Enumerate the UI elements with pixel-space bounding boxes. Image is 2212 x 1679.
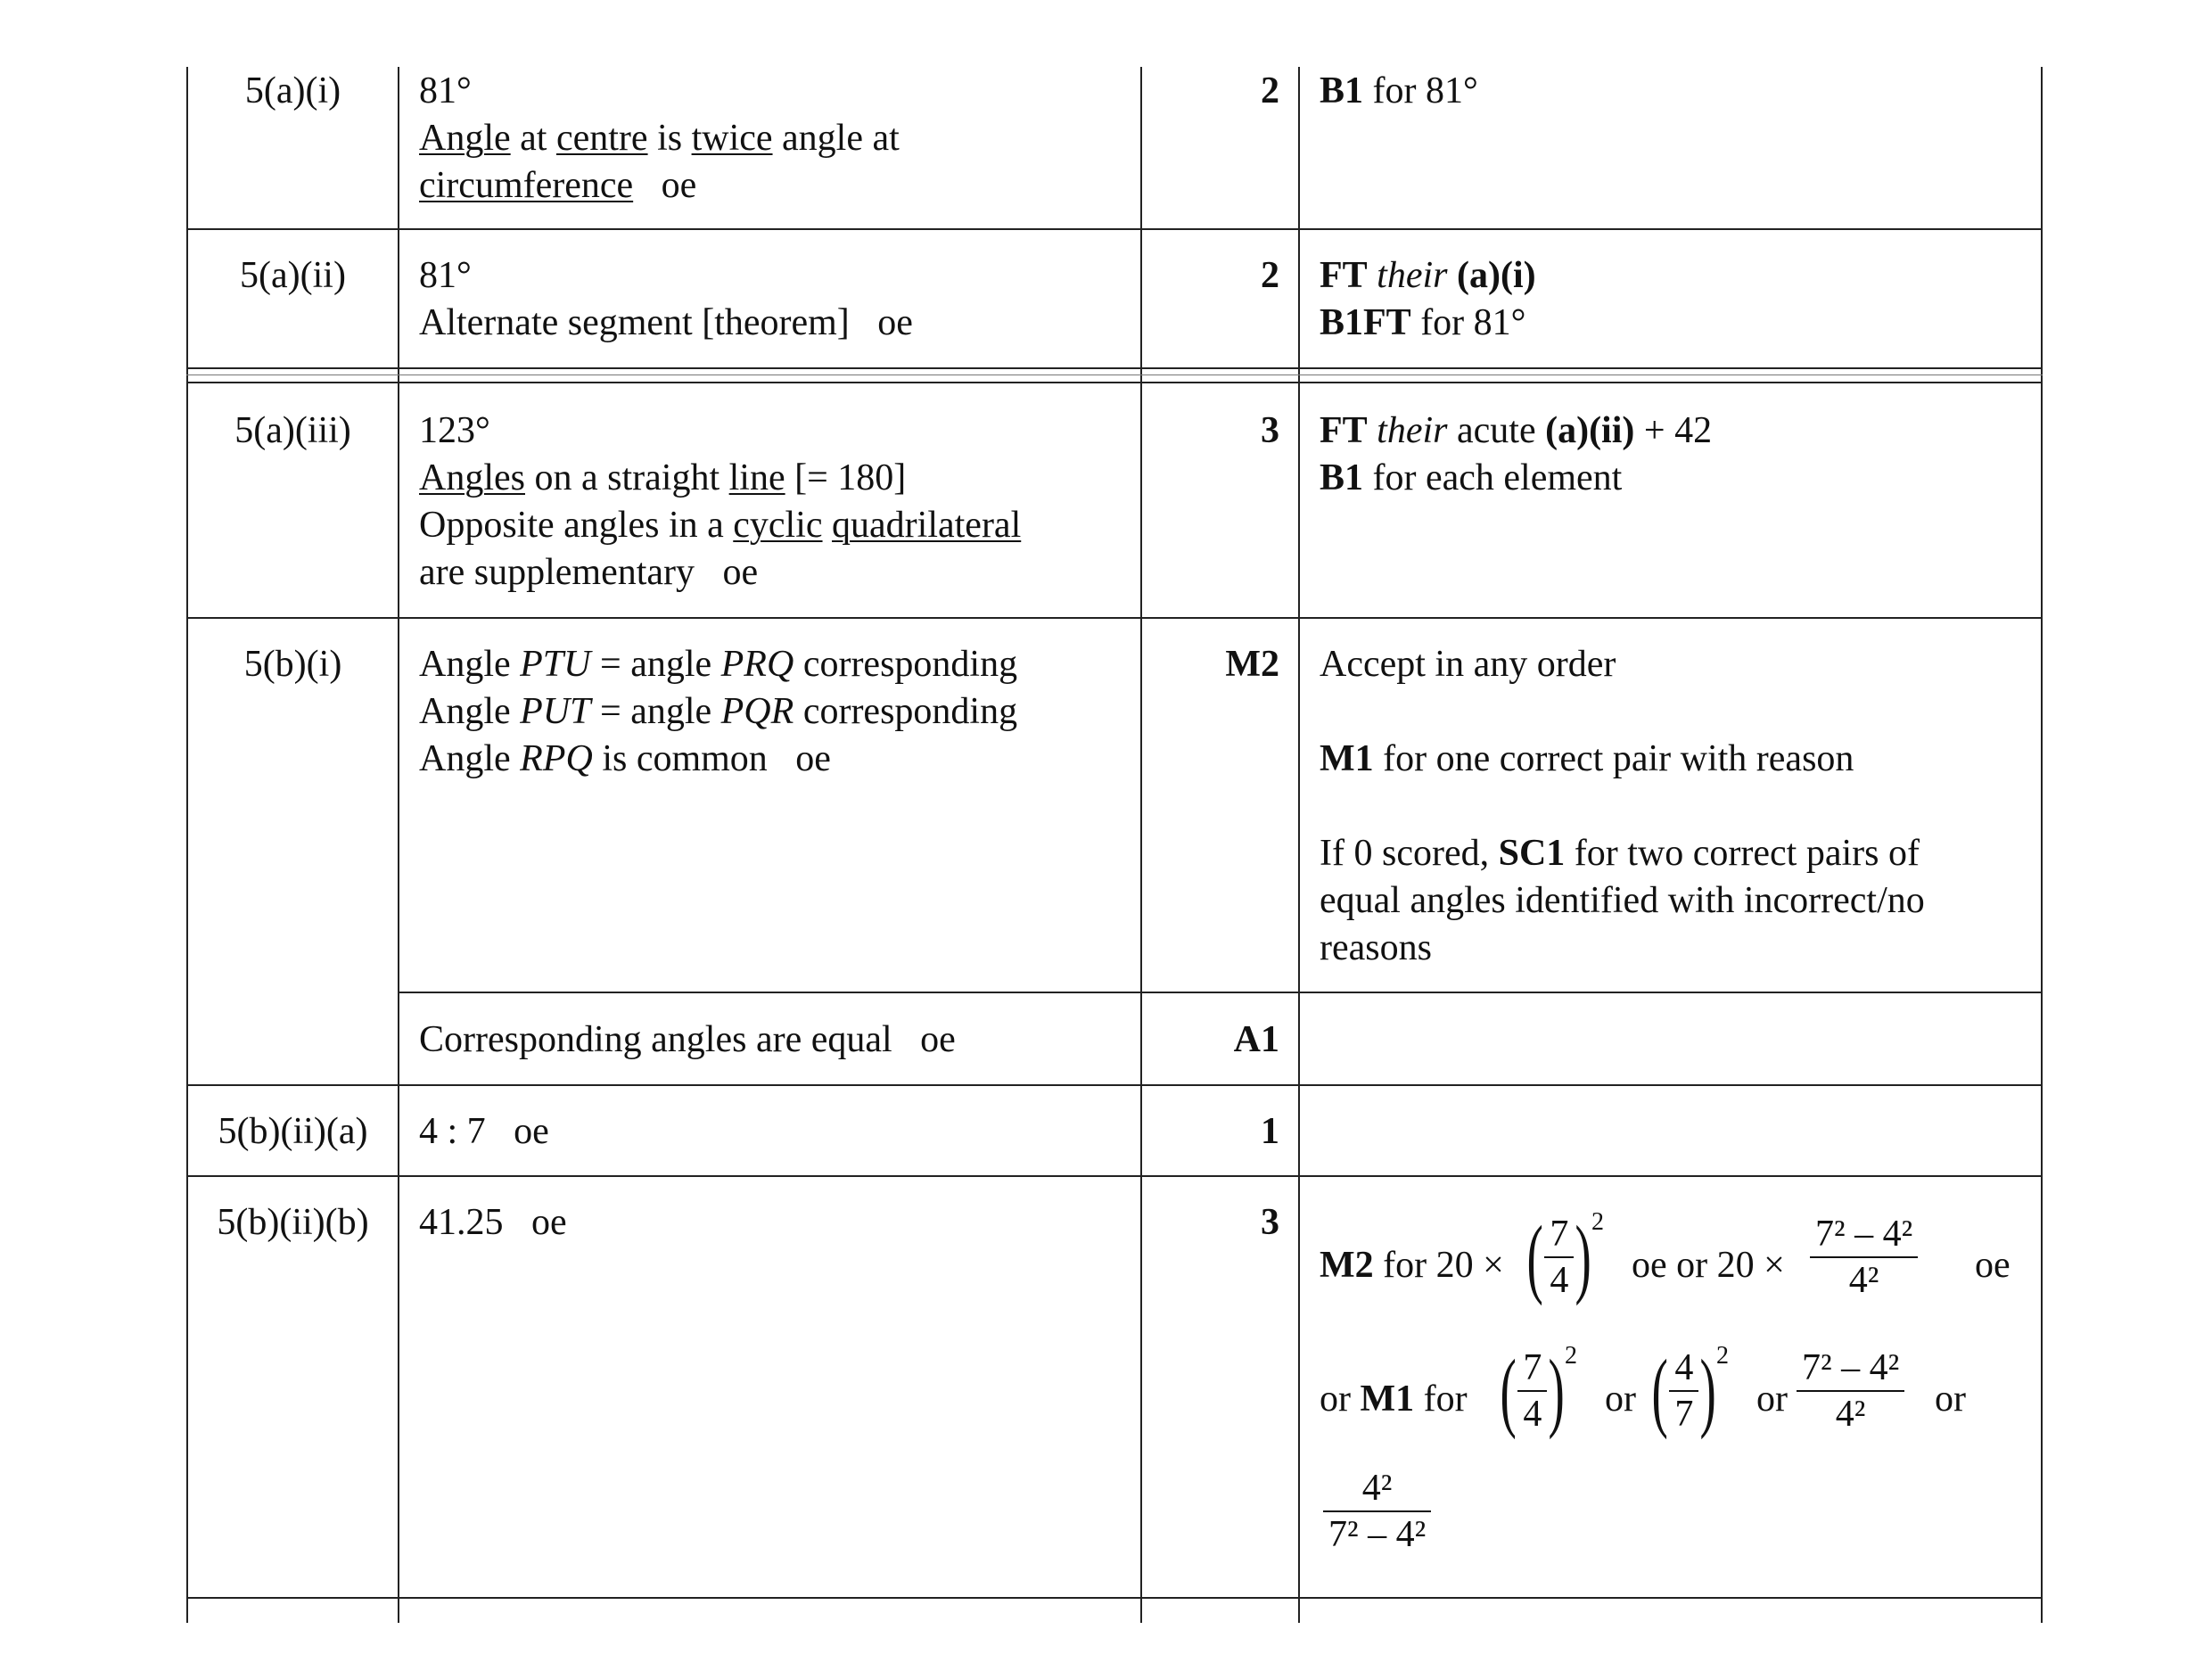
fraction: 7² – 4² 4²	[1810, 1212, 1918, 1303]
column-line	[1298, 67, 1300, 1623]
question-number: 5(a)(i)	[244, 70, 341, 111]
column-line	[186, 67, 188, 1623]
question-number: 5(b)(ii)(a)	[218, 1111, 368, 1152]
row-line	[186, 1597, 2043, 1599]
answer-reason: Alternate segment [theorem] oe	[419, 302, 913, 343]
guidance: Accept in any order M1 for one correct pair with reason If 0 scored, SC1 for two correct pairs of equal angles identified with incorrect/no reasons	[1320, 644, 1925, 968]
marks: 1	[1261, 1111, 1279, 1152]
column-line	[1140, 67, 1142, 1623]
answer-reason: are supplementary oe	[419, 552, 759, 593]
marks: 3	[1261, 410, 1279, 451]
question-number: 5(a)(iii)	[234, 410, 351, 451]
m2-line: M2 for 20 × ( $\frac{7}{4}$ ) 2 oe or 20 × 7² – 4² 4² oe	[1320, 1207, 2011, 1306]
guidance: FT their (a)(i) B1FT for 81°	[1320, 255, 1536, 343]
answer-cell: Corresponding angles are equal oe	[419, 1019, 956, 1060]
answer-reason: Opposite angles in a cyclic quadrilateral	[419, 505, 1022, 546]
answer-reason: Angles on a straight line [= 180]	[419, 457, 907, 498]
row-line	[186, 1175, 2043, 1177]
answer-line: Angle PUT = angle PQR corresponding	[419, 691, 1018, 732]
answer-value: 81°	[419, 255, 472, 296]
question-number: 5(a)(ii)	[240, 255, 346, 296]
answer-cell	[419, 252, 1132, 347]
answer-cell: 4 : 7 oe	[419, 1111, 549, 1152]
paren-fraction: ( $\frac{7}{4}$ )	[1526, 1207, 1592, 1306]
question-number: 5(b)(i)	[243, 644, 342, 685]
question-number: 5(b)(ii)(b)	[217, 1202, 369, 1243]
answer-cell	[419, 641, 1132, 783]
m1-line: or M1 for ( $\frac{7}{4}$ ) 2 or ( $\frac{4}{7}$ ) 2 or 7² – 4² 4² or	[1320, 1341, 1966, 1440]
inverse-fraction	[1320, 1462, 1587, 1578]
answer-line: Angle PTU = angle PRQ corresponding	[419, 644, 1018, 685]
guidance: FT their acute (a)(ii) + 42 B1 for each element	[1320, 410, 1713, 498]
answer-value: 123°	[419, 410, 490, 451]
row-line	[186, 374, 2043, 375]
answer-reason: Angle at centre is twice angle at	[419, 118, 900, 159]
row-line	[398, 992, 2043, 993]
answer-line: Angle RPQ is common oe	[419, 738, 831, 779]
answer-cell	[419, 68, 1132, 210]
answer-reason: circumference oe	[419, 165, 697, 206]
fraction: 7² – 4² 4²	[1797, 1346, 1904, 1436]
answer-cell	[419, 407, 1132, 597]
answer-cell: 41.25 oe	[419, 1202, 567, 1243]
row-line	[186, 367, 2043, 369]
column-line	[398, 67, 399, 1623]
marks: 2	[1261, 255, 1279, 296]
fraction: 4² 7² – 4²	[1323, 1466, 1431, 1557]
column-line	[2041, 67, 2043, 1623]
row-line	[186, 617, 2043, 619]
row-line	[186, 382, 2043, 383]
answer-value: 81°	[419, 70, 472, 111]
paren-fraction: ( $\frac{7}{4}$ )	[1500, 1341, 1566, 1440]
marks: 3	[1261, 1202, 1279, 1243]
marks: M2	[1225, 644, 1279, 685]
row-line	[186, 228, 2043, 230]
row-line	[186, 1084, 2043, 1086]
marks: 2	[1261, 70, 1279, 111]
marks: A1	[1233, 1019, 1279, 1060]
guidance: B1 for 81°	[1320, 70, 1478, 111]
paren-fraction: ( $\frac{4}{7}$ )	[1651, 1341, 1717, 1440]
